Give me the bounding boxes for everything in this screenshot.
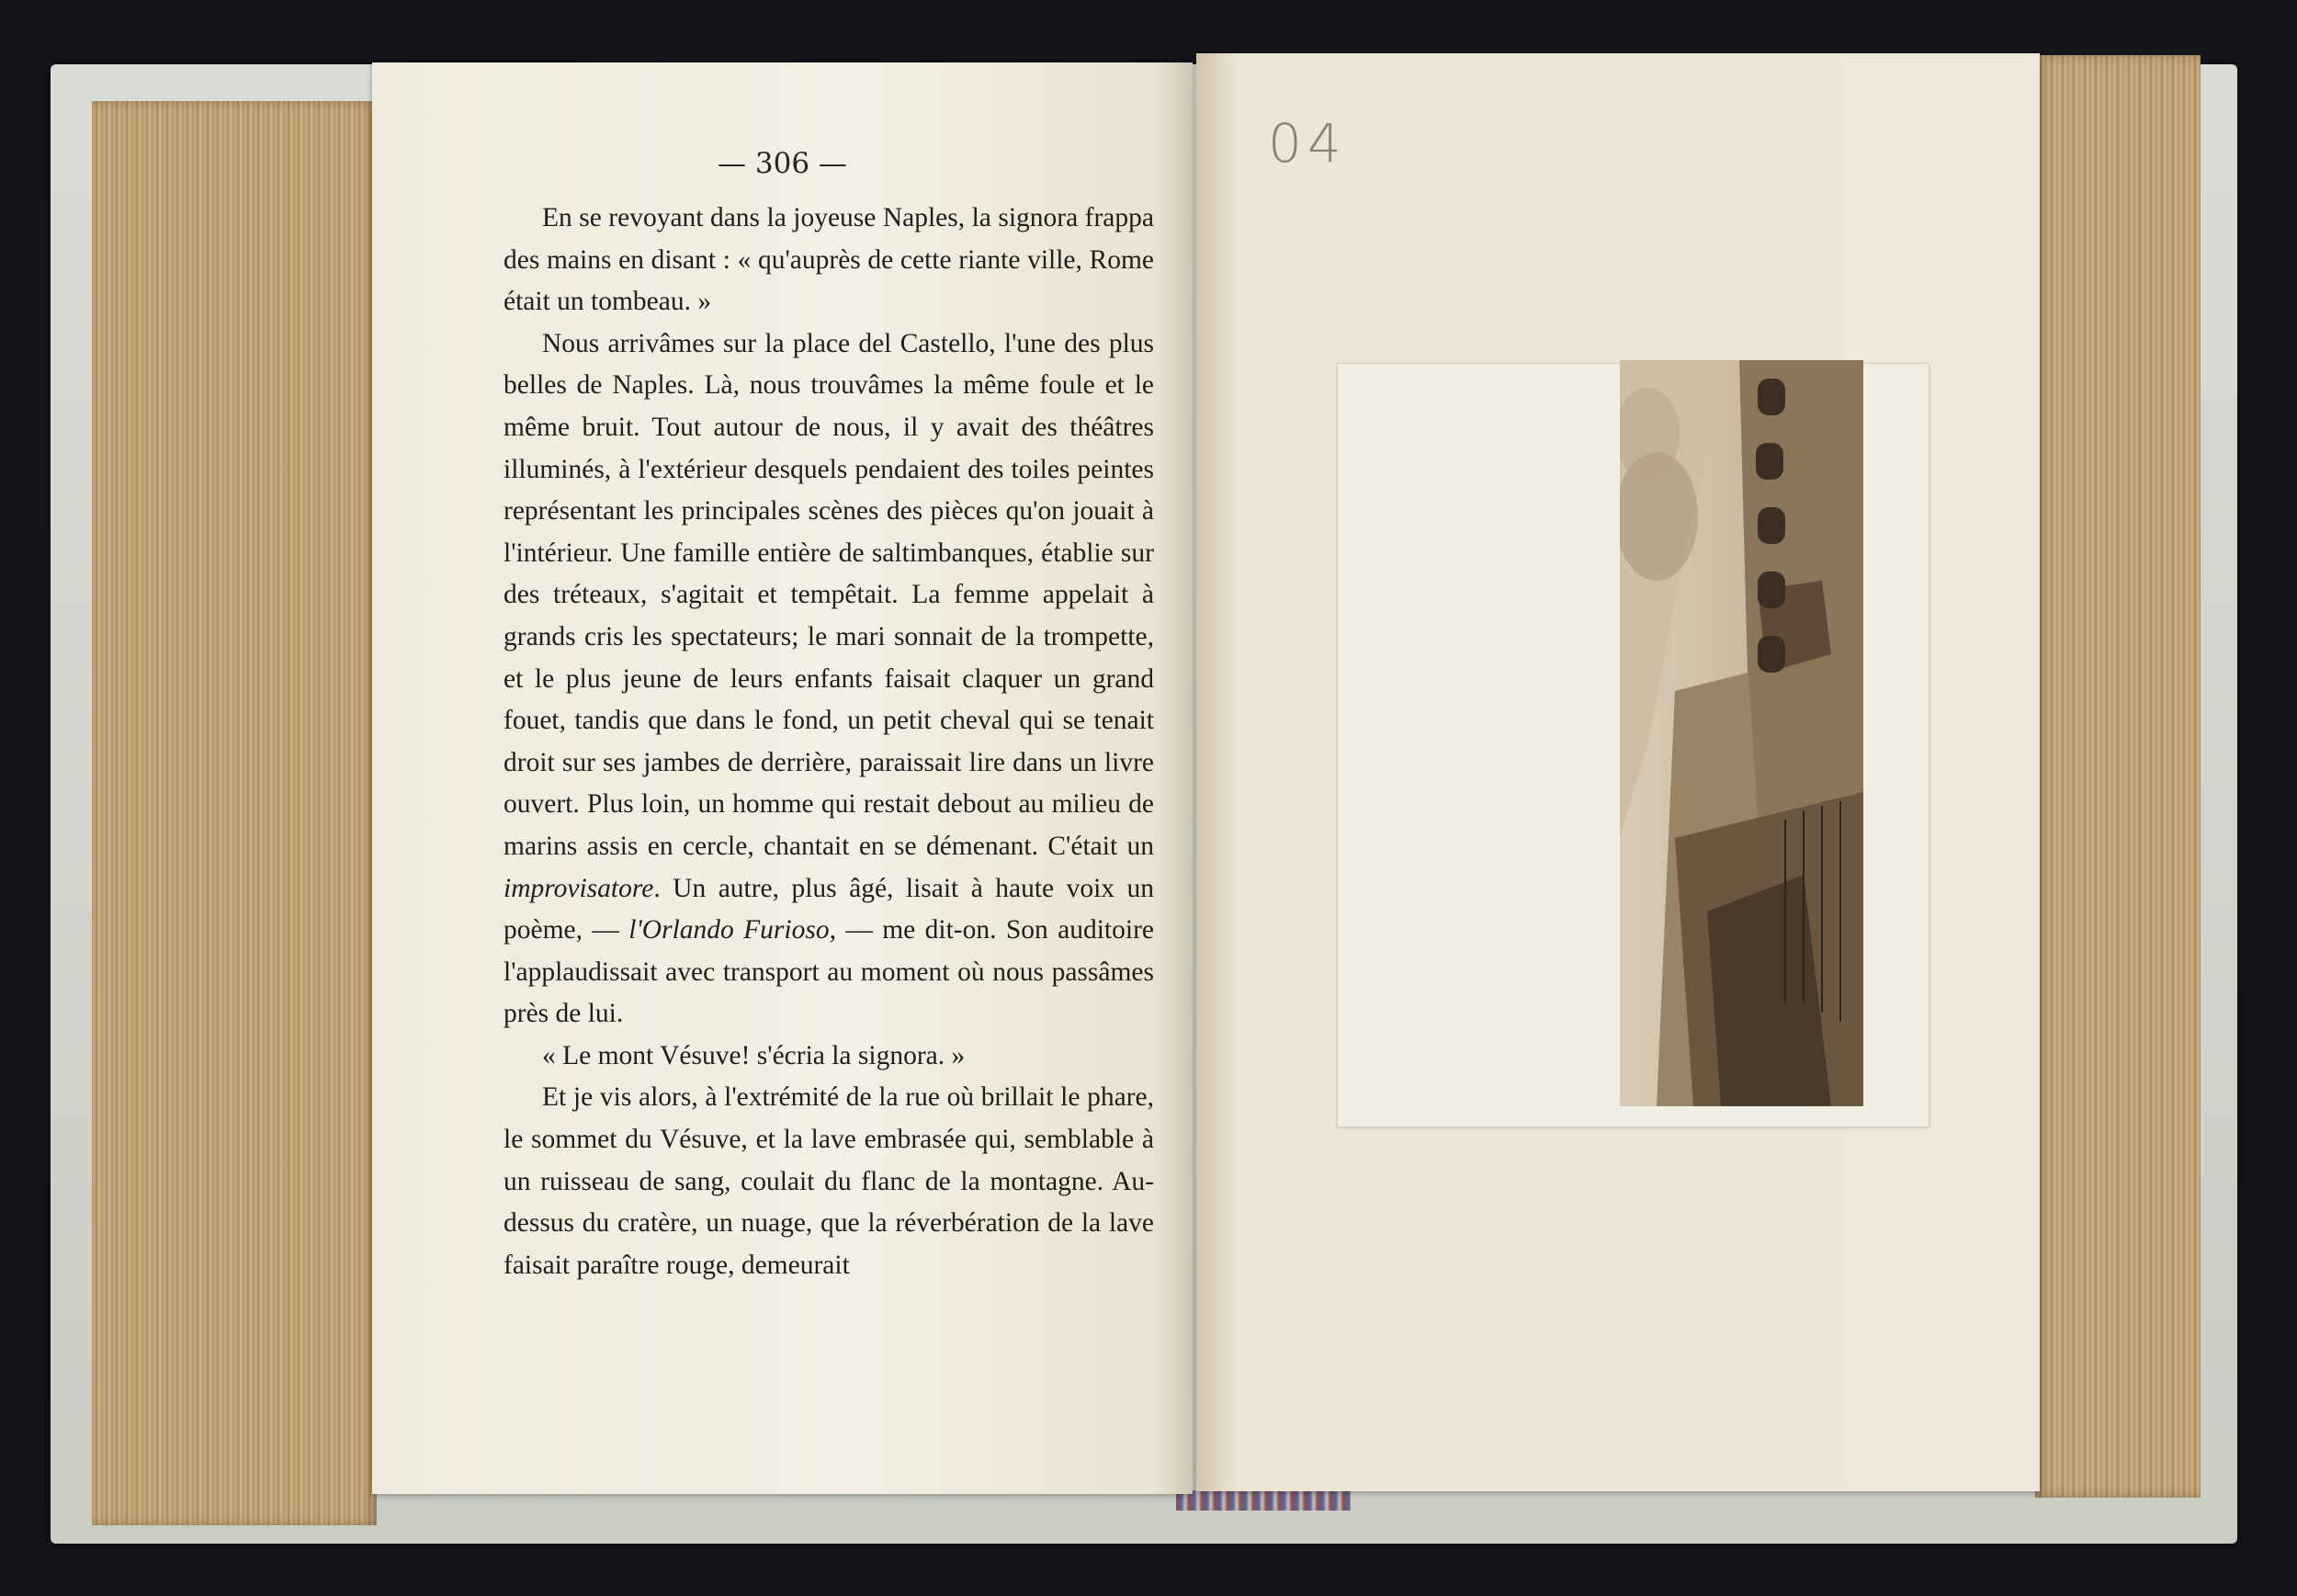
left-page-text [504,198,1154,1286]
italic-word: improvisatore [504,873,654,903]
paragraph-text: , — me dit-on. Son auditoire l'applaudissait avec transport au moment où nous passâmes près de lui. [504,915,1154,1029]
paragraph-text: . Un autre, plus âgé, lisait à haute voix un poème, — [504,873,1154,945]
spine-headband [1176,1490,1351,1511]
photograph-image [1620,360,1863,1106]
paragraph: Et je vis alors, à l'extrémité de la rue où brillait le phare, le sommet du Vésuve, et la lave embrasée qui, semblable à un ruisseau de sang, coulait du flanc de la montagne. Au-dessus du cratère, un nuage, que la réverbération de la lave faisait paraître rouge, demeurait [504,1082,1154,1280]
paragraph: En se revoyant dans la joyeuse Naples, la signora frappa des mains en disant : « qu'auprès de cette riante ville, Rome était un tombeau. » [504,203,1154,317]
page-edges-left [92,101,377,1525]
page-edges-right [2035,55,2201,1498]
tipped-in-photograph [1620,360,1863,1106]
paragraph: « Le mont Vésuve! s'écria la signora. » [542,1040,966,1070]
page-number: — 306 — [718,147,847,180]
pencil-annotation: 04 [1268,112,1347,175]
paragraph-text: Nous arrivâmes sur la place del Castello, l'une des plus belles de Naples. Là, nous trouvâmes la même foule et le même bruit. Tout autour de nous, il y avait des théâtres illuminés, à l'extérieur desquels pendaient des toiles peintes représentant les principales scènes des pièces qu'on jouait à l'intérieur. Une famille entière de saltimbanques, établie sur des tréteaux, s'agitait et tempêtait. La femme appelait à grands cris les spectateurs; le mari sonnait de la trompette, et le plus jeune de leurs enfants faisait claquer un grand fouet, tandis que dans le fond, un petit cheval qui se tenait droit sur ses jambes de derrière, paraissait lire dans un livre ouvert. Plus loin, un homme qui restait debout au milieu de marins assis en cercle, chantait en se démenant. C'était un [504,328,1154,861]
paragraph [504,323,1154,1036]
italic-title: l'Orlando Furioso [628,915,830,945]
